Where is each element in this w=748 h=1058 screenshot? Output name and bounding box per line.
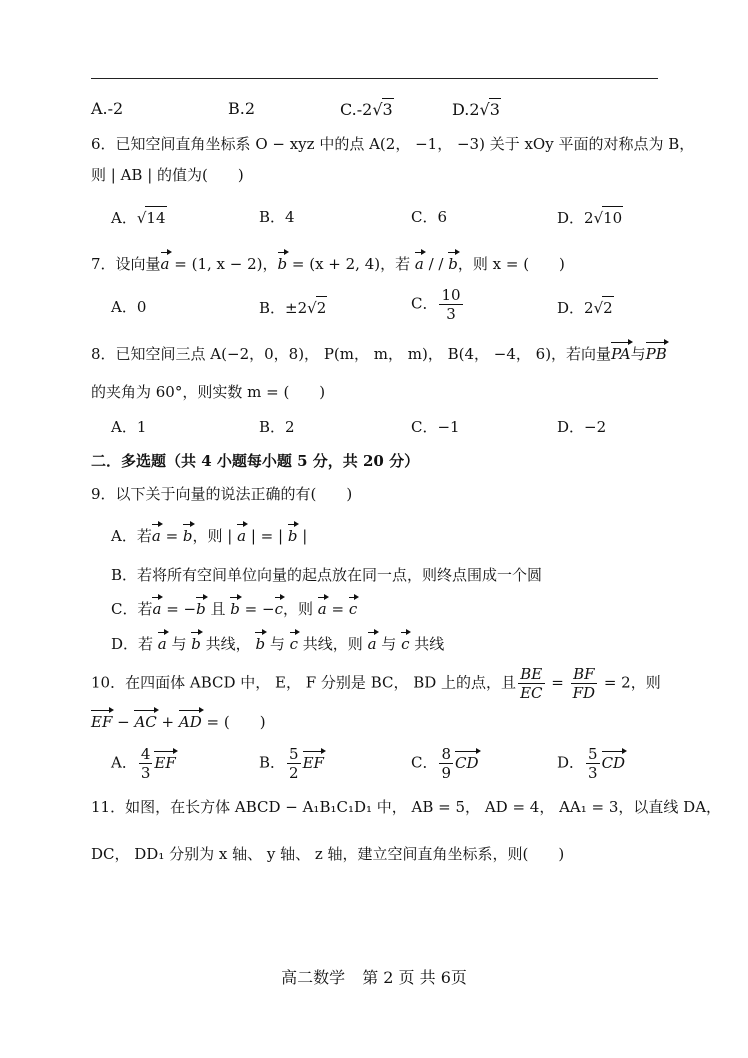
q8-option-d: D．−2 (557, 418, 607, 436)
q7-option-a: A．0 (111, 298, 147, 316)
q10-option-d: D． $\frac{5}{3}$ CD (557, 745, 626, 782)
q7-option-d: D．2√2 (557, 296, 614, 319)
q10-option-c: C． $\frac{8}{9}$ CD (411, 745, 479, 782)
footer-subject: 高二数学 (281, 968, 346, 987)
q9-stem: 9．以下关于向量的说法正确的有( ) (91, 485, 353, 503)
q7-option-c: C． $\frac{10}{3}$ (411, 286, 461, 323)
q5-option-b: B.2 (228, 99, 256, 118)
q10-stem-line1: 10．在四面体 ABCD 中， E， F 分别是 BC， BD 上的点，且 $\frac{BE}{EC}$ = $\frac{BF}{FD}$ = 2，则 (91, 665, 661, 702)
footer-page-number: 第 2 页 共 6页 (362, 968, 467, 987)
q10-option-a: A． $\frac{4}{3}$ EF (111, 745, 176, 782)
section-title: 二．多选题（共 4 小题每小题 5 分，共 20 分） (91, 452, 420, 470)
q7-option-b: B．±2√2 (259, 296, 327, 319)
q5-option-d: D.2√3 (452, 100, 500, 119)
q6-option-b: B．4 (259, 208, 295, 226)
q6-stem-line1: 6．已知空间直角坐标系 O − xyz 中的点 A(2， −1， −3) 关于 xOy 平面的对称点为 B， (91, 135, 695, 153)
q8-option-b: B．2 (259, 418, 295, 436)
q9-option-d: D．若 a 与 b 共线， b 与 c 共线，则 a 与 c 共线 (111, 635, 445, 653)
q7-stem: 7．设向量a = (1, x − 2)，b = (x + 2, 4)，若 a / / b，则 x = ( ) (91, 255, 565, 273)
q6-option-a: A．√14 (111, 206, 167, 229)
q10-stem-line2: EF − AC + AD = ( ) (91, 713, 266, 731)
q8-stem-line1: 8．已知空间三点 A(−2，0，8)， P(m， m， m)， B(4， −4， 6)，若向量PA与PB (91, 345, 667, 363)
q6-option-d: D．2√10 (557, 206, 623, 229)
q11-stem-line2: DC， DD₁ 分别为 x 轴、 y 轴、 z 轴，建立空间直角坐标系，则( ) (91, 845, 565, 863)
q9-option-c: C．若a = −b 且 b = −c，则 a = c (111, 600, 358, 618)
q8-option-a: A．1 (111, 418, 147, 436)
q8-option-c: C．−1 (411, 418, 460, 436)
top-rule (91, 78, 658, 79)
q5-option-c: C.-2√3 (340, 100, 393, 119)
q10-option-b: B． $\frac{5}{2}$ EF (259, 745, 324, 782)
q11-stem-line1: 11．如图，在长方体 ABCD − A₁B₁C₁D₁ 中， AB = 5， AD = 4， AA₁ = 3，以直线 DA， (91, 798, 722, 816)
q9-option-b: B．若将所有空间单位向量的起点放在同一点，则终点围成一个圆 (111, 566, 543, 584)
q6-option-c: C．6 (411, 208, 448, 226)
q8-stem-line2: 的夹角为 60°，则实数 m = ( ) (91, 383, 326, 401)
page-footer (0, 965, 748, 988)
q6-stem-line2: 则 | AB | 的值为( ) (91, 166, 244, 184)
q5-option-a: A.-2 (91, 99, 124, 118)
q9-option-a: A．若a = b，则 | a | = | b | (111, 527, 308, 545)
